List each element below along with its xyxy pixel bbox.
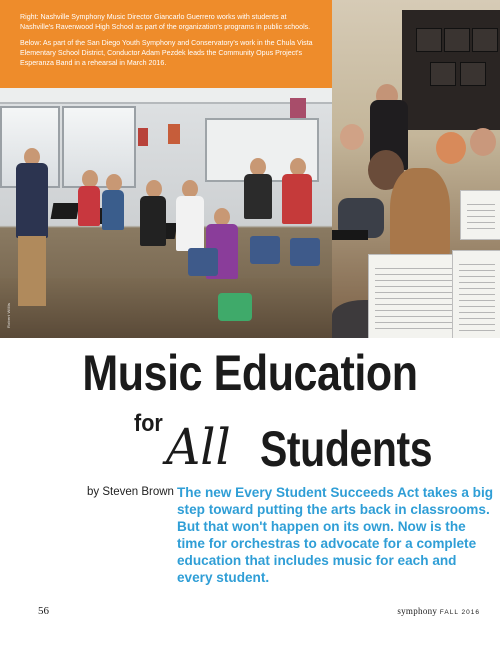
instrument-case <box>472 28 498 52</box>
magazine-footer <box>397 606 480 616</box>
page-number: 56 <box>38 605 49 617</box>
headline-line-1: Music Education <box>82 345 418 401</box>
chair <box>188 248 218 276</box>
photo-caption <box>0 0 332 88</box>
band-rehearsal-photo <box>0 88 332 338</box>
photo-credit: Robert Willis <box>6 302 11 328</box>
music-stand <box>51 203 80 219</box>
caption-below: Below: As part of the San Diego Youth Symphony and Conservatory's work in the Chula Vista Elementary School District, Conductor Adam Pezdek leads the Community Opus Project's Esperanza Band in a rehearsal in March 2016. <box>20 39 313 67</box>
student <box>176 196 204 251</box>
student-hair <box>390 168 450 268</box>
instrument-case <box>444 28 470 52</box>
music-stand <box>332 230 368 240</box>
caption-right: Right: Nashville Symphony Music Director Giancarlo Guerrero works with students at Nashville's Ravenwood High School as part of the organization's programs in public schools. <box>20 13 311 31</box>
sheet-music <box>460 190 500 240</box>
floor <box>0 278 332 338</box>
headline-students: Students <box>260 421 433 477</box>
student <box>102 190 124 230</box>
chair <box>290 238 320 266</box>
headline-all: All <box>166 418 231 476</box>
sheet-music <box>452 250 500 338</box>
conductor <box>16 163 48 238</box>
conductor-legs <box>18 236 46 306</box>
byline: by Steven Brown <box>87 486 174 498</box>
instrument-case <box>460 62 486 86</box>
orchestra-rehearsal-photo <box>332 0 500 338</box>
backpack <box>218 293 252 321</box>
student-head <box>340 124 364 150</box>
wall-poster <box>138 128 148 146</box>
student <box>78 186 100 226</box>
issue-label: FALL 2016 <box>439 609 480 616</box>
headline-line-2 <box>134 408 494 478</box>
student <box>244 174 272 219</box>
student-head <box>470 128 496 156</box>
wall-poster <box>290 98 306 118</box>
chair <box>250 236 280 264</box>
student-head <box>436 132 466 164</box>
instrument-case <box>430 62 456 86</box>
headline-for: for <box>134 410 163 437</box>
window <box>62 106 136 188</box>
instrument-case <box>416 28 442 52</box>
ceiling <box>0 88 332 104</box>
wall-poster <box>168 124 180 144</box>
student <box>282 174 312 224</box>
article-deck: The new Every Student Succeeds Act takes a big step toward putting the arts back in classrooms. But that won't happen on its own. Now is the time for orchestras to advocate for a complete education that includes music for each and every student. <box>177 485 494 585</box>
magazine-name: symphony <box>397 606 438 616</box>
student <box>140 196 166 246</box>
